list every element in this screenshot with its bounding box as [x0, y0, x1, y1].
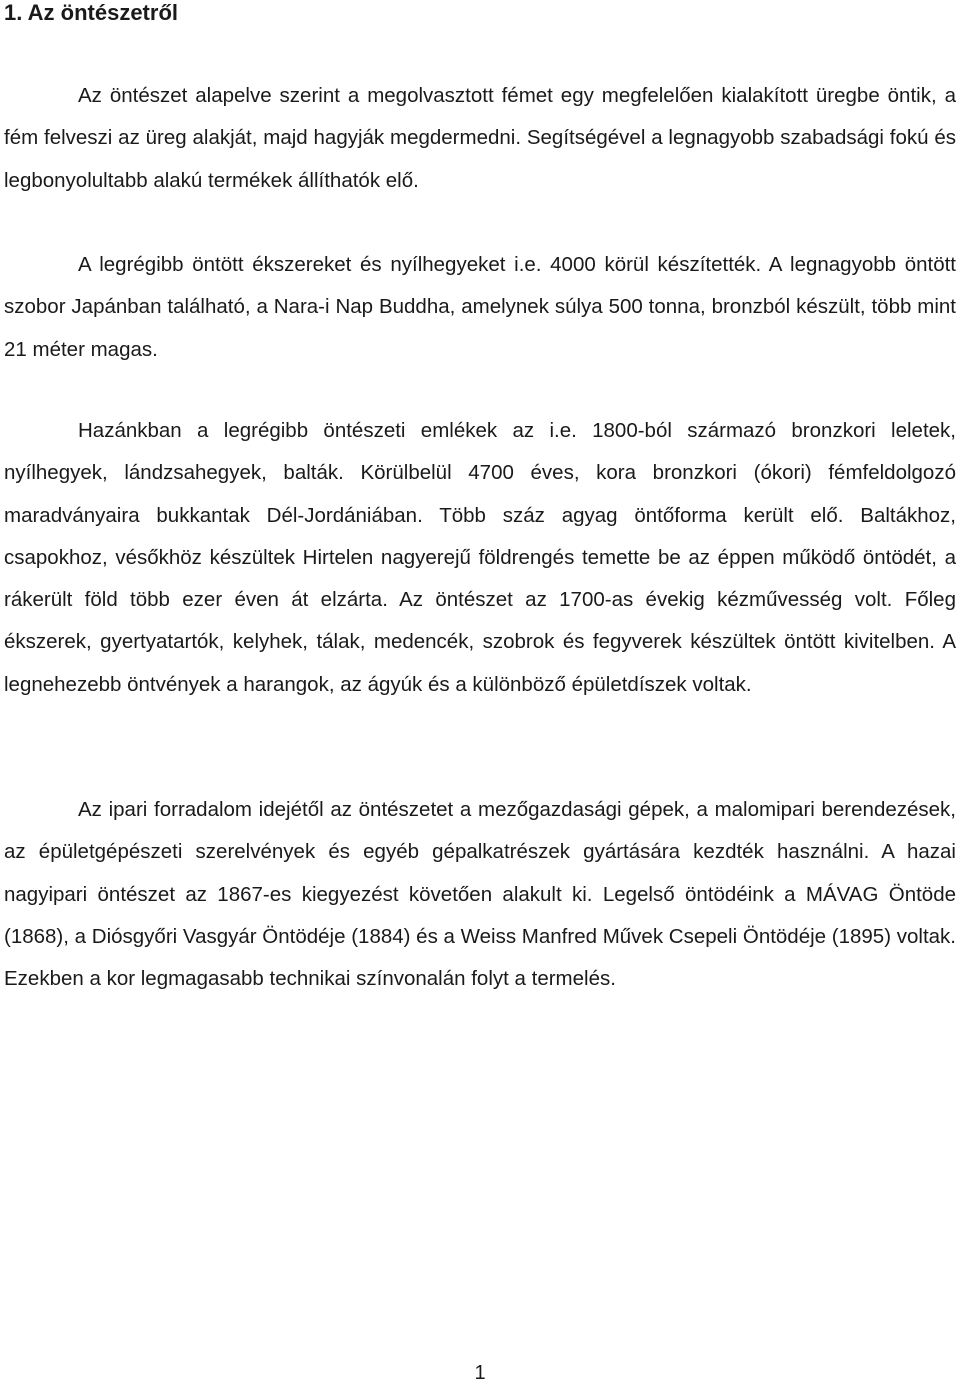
paragraph-casting-principle: Az öntészet alapelve szerint a megolvasztott fémet egy megfelelően kialakított üregbe öntik, a fém felveszi az üreg alakját, majd hagyják megdermedni. Segítségével a legnagyobb szabadsági fokú és legbonyolultabb alakú termékek állíthatók elő.	[4, 84, 956, 192]
page-number: 1	[474, 1362, 486, 1384]
paragraph-oldest-castings: A legrégibb öntött ékszereket és nyílhegyeket i.e. 4000 körül készítették. A legnagyobb öntött szobor Japánban található, a Nara-i Nap Buddha, amelynek súlya 500 tonna, bronzból készült, több mint 21 méter magas.	[4, 253, 956, 361]
paragraph-hungarian-history: Hazánkban a legrégibb öntészeti emlékek az i.e. 1800-ból származó bronzkori leletek, nyílhegyek, lándzsahegyek, balták. Körülbelül 4700 éves, kora bronzkori (ókori) fémfeldolgozó maradványaira bukkantak Dél-Jordániában. Több száz agyag öntőforma került elő. Baltákhoz, csapokhoz, vésőkhöz készültek Hirtelen nagyerejű földrengés temette be az éppen működő öntödét, a rákerült föld több ezer éven át elzárta. Az öntészet az 1700-as évekig kézművesség volt. Főleg ékszerek, gyertyatartók, kelyhek, tálak, medencék, szobrok és fegyverek készültek öntött kivitelben. A legnehezebb öntvények a harangok, az ágyúk és a különböző épületdíszek voltak.	[4, 419, 956, 696]
paragraph-industrial-era: Az ipari forradalom idejétől az öntészetet a mezőgazdasági gépek, a malomipari berendezések, az épületgépészeti szerelvények és egyéb gépalkatrészek gyártására kezdték használni. A hazai nagyipari öntészet az 1867-es kiegyezést követően alakult ki. Legelső öntödéink a MÁVAG Öntöde (1868), a Diósgyőri Vasgyár Öntödéje (1884) és a Weiss Manfred Művek Csepeli Öntödéje (1895) voltak. Ezekben a kor legmagasabb technikai színvonalán folyt a termelés.	[4, 798, 956, 991]
section-heading: 1. Az öntészetről	[4, 0, 178, 25]
